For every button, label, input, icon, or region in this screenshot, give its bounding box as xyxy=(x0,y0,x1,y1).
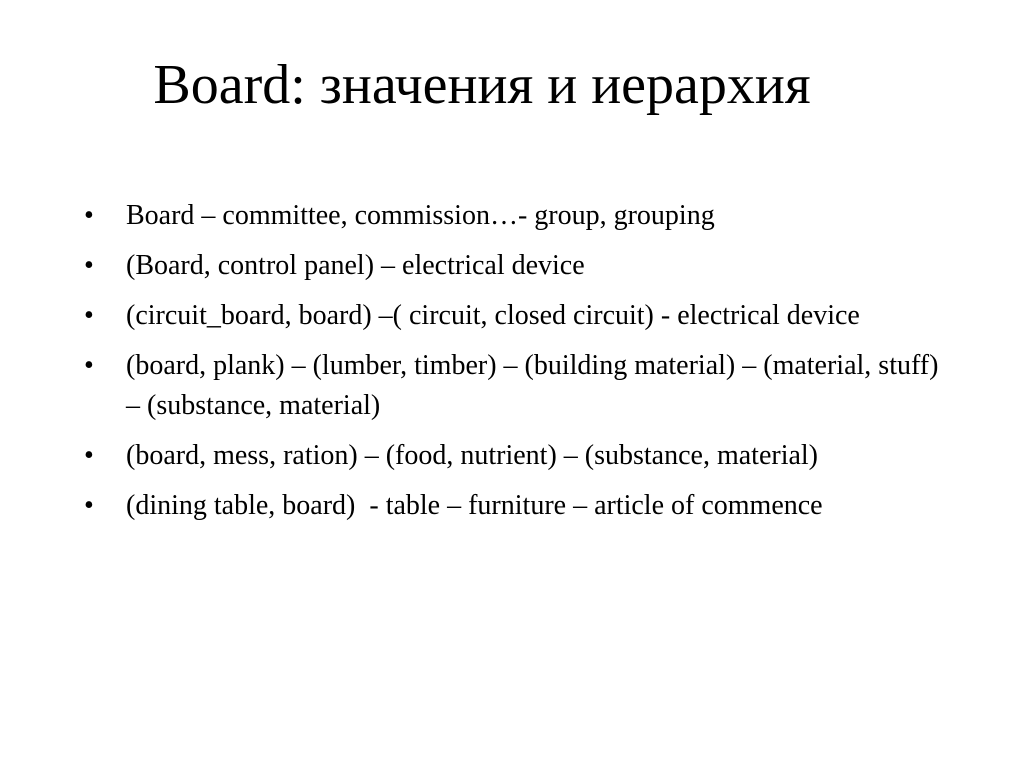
bullet-dot-icon: • xyxy=(84,350,94,381)
bullet-text: (board, mess, ration) – (food, nutrient) – (substance, material) xyxy=(126,440,819,471)
bullet-item xyxy=(84,246,944,286)
bullet-dot-icon: • xyxy=(84,300,94,331)
bullet-dot-icon: • xyxy=(84,490,94,521)
bullet-dot-icon: • xyxy=(84,200,94,231)
bullet-item xyxy=(84,436,944,476)
bullet-text: (Board, control panel) – electrical device xyxy=(126,250,585,281)
bullet-text: (board, plank) – (lumber, timber) – (building material) – (material, stuff) – (substance, material) xyxy=(126,350,946,421)
bullet-item xyxy=(84,346,944,426)
bullet-item xyxy=(84,296,944,336)
bullet-dot-icon: • xyxy=(84,250,94,281)
bullet-list xyxy=(84,196,944,536)
bullet-text: Board – committee, commission…- group, grouping xyxy=(126,200,715,231)
bullet-item xyxy=(84,486,944,526)
bullet-dot-icon: • xyxy=(84,440,94,471)
bullet-text: (dining table, board) - table – furniture – article of commence xyxy=(126,490,823,521)
slide-title: Board: значения и иерархия xyxy=(153,54,811,116)
bullet-item xyxy=(84,196,944,236)
bullet-text: (circuit_board, board) –( circuit, closed circuit) - electrical device xyxy=(126,300,860,331)
